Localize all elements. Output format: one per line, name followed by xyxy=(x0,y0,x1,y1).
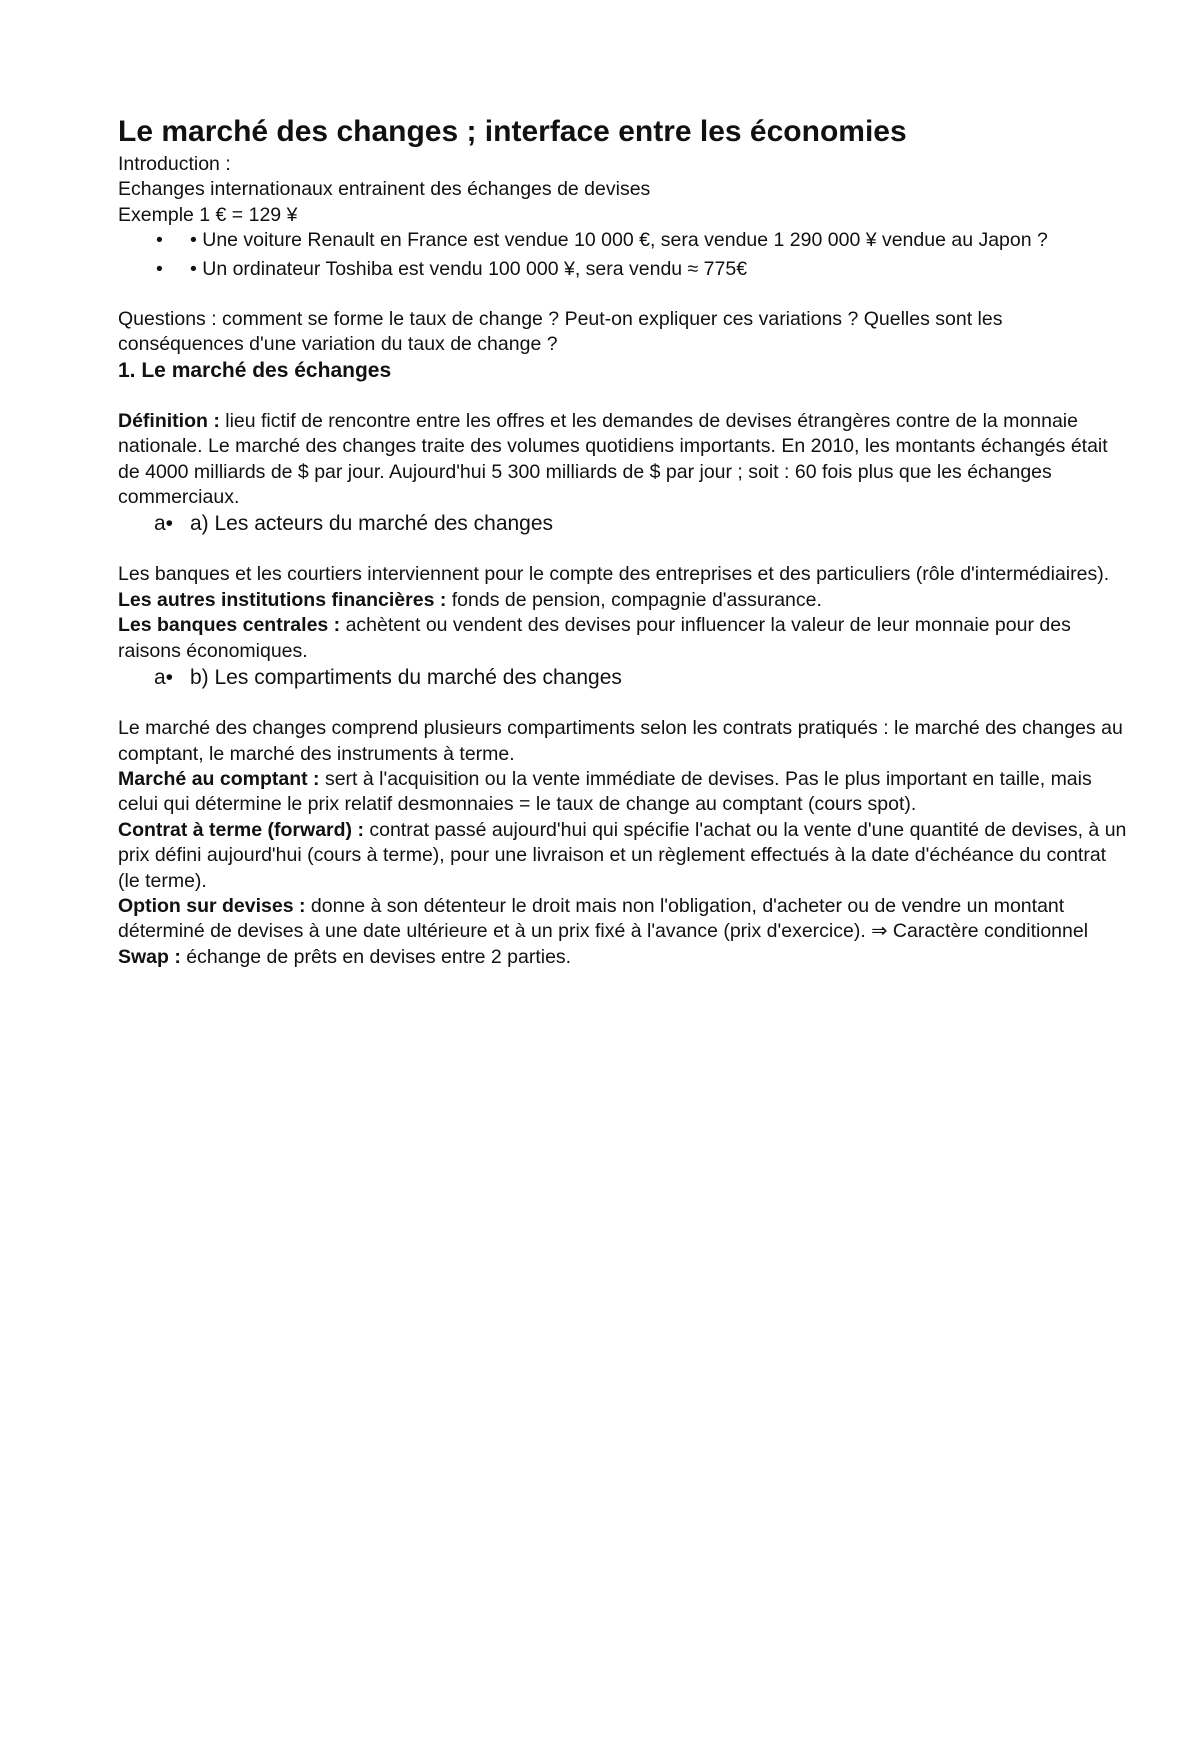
central-banks-term: Les banques centrales : xyxy=(118,614,341,637)
subsection-heading-b xyxy=(118,664,1128,691)
definition-item xyxy=(118,818,1128,894)
subsection-marker: a• xyxy=(154,512,174,536)
spacer xyxy=(118,537,1128,562)
intro-line: Echanges internationaux entrainent des échanges de devises xyxy=(118,178,651,201)
spacer xyxy=(118,691,1128,716)
list-item-text: • Une voiture Renault en France est vendue 10 000 €, sera vendue 1 290 000 ¥ vendue au Japon ? xyxy=(190,229,1048,252)
compartments-intro: Le marché des changes comprend plusieurs compartiments selon les contrats pratiqués : le marché des changes au comptant, le marché des instruments à terme. xyxy=(118,717,1123,765)
questions-paragraph: Questions : comment se forme le taux de change ? Peut-on expliquer ces variations ? Quelles sont les conséquences d'une variation du taux de change ? xyxy=(118,308,1003,356)
subsection-heading-a xyxy=(118,510,1128,537)
definition-paragraph xyxy=(118,409,1128,511)
subsection-title: b) Les compartiments du marché des changes xyxy=(190,666,622,690)
definition-label: Définition : xyxy=(118,409,220,432)
exchange-rate-example: Exemple 1 € = 129 ¥ xyxy=(118,203,298,226)
document-body xyxy=(118,112,1128,970)
definition-item xyxy=(118,945,1128,970)
intro-label: Introduction : xyxy=(118,153,231,175)
definition-text: lieu fictif de rencontre entre les offres et les demandes de devises étrangères contre de la monnaie nationale. Le marché des changes traite des volumes quotidiens importants. En 2010, les montants échangés était de 4000 milliards de $ par jour. Aujourd'hui 5 300 milliards de $ par jour ; soit : 60 fois plus que les échanges commerciaux. xyxy=(118,409,1108,509)
spacer xyxy=(118,384,1128,409)
list-item xyxy=(118,228,1128,253)
bullet-marker: • xyxy=(156,229,163,252)
list-item-text: • Un ordinateur Toshiba est vendu 100 000 ¥, sera vendu ≈ 775€ xyxy=(190,257,748,280)
definition-item xyxy=(118,767,1128,818)
term-label: Swap : xyxy=(118,945,181,968)
term-label: Marché au comptant : xyxy=(118,767,320,790)
list-item xyxy=(118,257,1128,282)
subsection-marker: a• xyxy=(154,666,174,690)
actors-tail: fonds de pension, compagnie d'assurance. xyxy=(446,588,822,611)
actors-text: Les banques et les courtiers interviennent pour le compte des entreprises et des particuliers (rôle d'intermédiaires). xyxy=(118,563,1110,586)
spacer xyxy=(118,282,1128,307)
actors-paragraph xyxy=(118,562,1128,613)
section-heading: 1. Le marché des échanges xyxy=(118,358,392,382)
example-bullet-list xyxy=(118,228,1128,282)
bullet-marker: • xyxy=(156,257,163,280)
term-text: échange de prêts en devises entre 2 parties. xyxy=(180,945,572,968)
term-label: Option sur devises : xyxy=(118,894,306,917)
term-label: Contrat à terme (forward) : xyxy=(118,818,364,841)
actors-bold-term: Les autres institutions financières : xyxy=(118,588,447,611)
central-banks-paragraph xyxy=(118,613,1128,664)
term-text: donne à son détenteur le droit mais non l'obligation, d'acheter ou de vendre un montant déterminé de devises à une date ultérieure et à un prix fixé à l'avance (prix d'exercice). ⇒ Caractère conditionnel xyxy=(118,894,1089,943)
document-title: Le marché des changes ; interface entre les économies xyxy=(118,115,907,148)
central-banks-text: achètent ou vendent des devises pour influencer la valeur de leur monnaie pour des raisons économiques. xyxy=(118,614,1071,662)
term-text: contrat passé aujourd'hui qui spécifie l'achat ou la vente d'une quantité de devises, à un prix défini aujourd'hui (cours à terme), pour une livraison et un règlement effectués à la date d'échéance du contrat (le terme). xyxy=(118,818,1127,892)
subsection-title: a) Les acteurs du marché des changes xyxy=(190,512,554,536)
definition-item xyxy=(118,894,1128,945)
term-text: sert à l'acquisition ou la vente immédiate de devises. Pas le plus important en taille, mais celui qui détermine le prix relatif desmonnaies = le taux de change au comptant (cours spot). xyxy=(118,767,1092,816)
